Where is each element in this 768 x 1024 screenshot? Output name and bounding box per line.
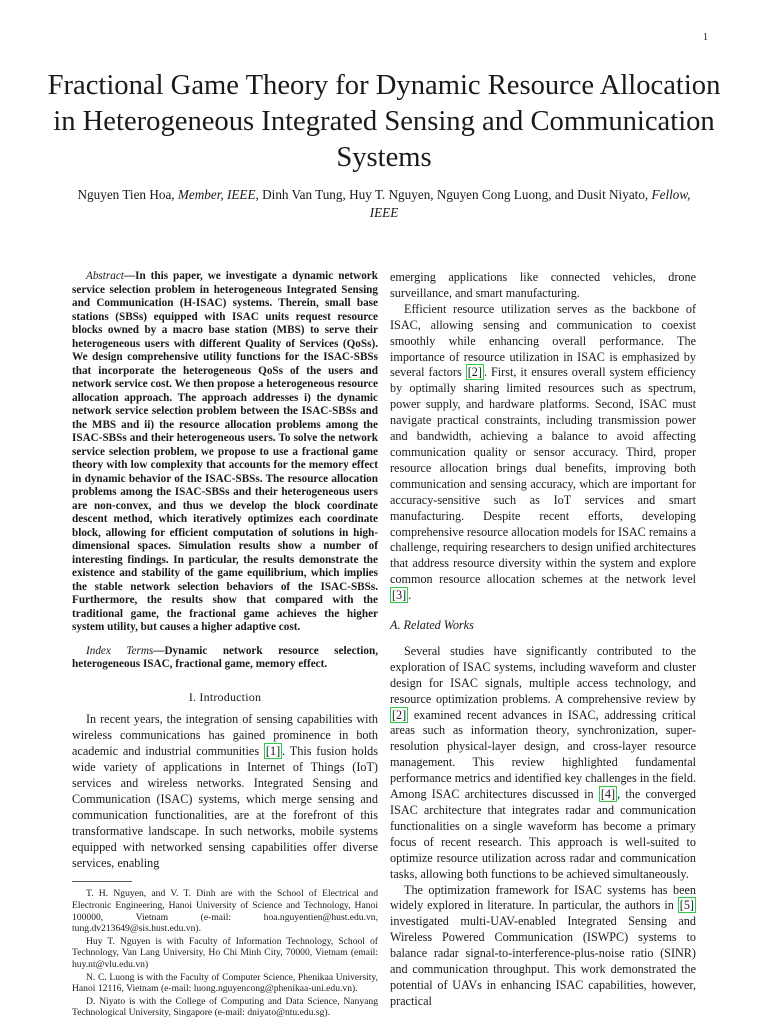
citation-link[interactable] xyxy=(390,707,408,723)
citation-link[interactable] xyxy=(678,897,696,913)
citation-text: [2] xyxy=(467,365,482,380)
citation-link[interactable] xyxy=(264,743,282,759)
citation-text: [3] xyxy=(392,588,407,603)
paragraph-text: . xyxy=(408,588,412,603)
paragraph xyxy=(72,712,378,871)
index-terms-heading: Index Terms xyxy=(86,644,154,657)
author-names: , Dinh Van Tung, Huy T. Nguyen, Nguyen Cong Luong, and Dusit Niyato, xyxy=(255,187,652,202)
citation-text: [5] xyxy=(679,898,694,913)
index-terms-text: —Dynamic network resource selection, heterogeneous ISAC, fractional game, memory effect. xyxy=(72,644,378,670)
footnote: T. H. Nguyen, and V. T. Dinh are with the School of Electrical and Electronic Engineering, Hanoi University of Science and Technology, Hanoi 100000, Vietnam (e-mail: hoa.nguyentien@hust.edu.vn, tung.dv213649@sis.hust.edu.vn). xyxy=(72,888,378,935)
paragraph xyxy=(390,302,696,604)
footnote: D. Niyato is with the College of Computing and Data Science, Nanyang Technological University, Singapore (e-mail: dniyato@ntu.edu.sg). xyxy=(72,995,378,1019)
paragraph-text: examined recent advances in ISAC, addressing critical areas such as information theory, synchronization, super-resolution physical-layer design, and cross-layer resource management. This review highlighted fundamental performance metrics and identified key challenges in the field. Among ISAC architectures discussed in xyxy=(390,707,696,802)
paragraph-text: . This fusion holds wide variety of applications in Internet of Things (IoT) services and wireless networks. Integrated Sensing and Communication (ISAC) systems, which merge sensing and communication functionalities, are at the forefront of this transformative landscape. In such networks, mobile systems equipped with networked sensing capabilities offer diverse services, enabling xyxy=(72,744,378,870)
section-heading: I. Introduction xyxy=(188,689,262,704)
left-column xyxy=(72,270,378,1019)
paragraph-text: . First, it ensures overall system efficiency by optimally sharing limited resources such as spectrum, power supply, and hardware platforms. Second, ISAC must navigate practical constraints, including transmission power and bandwidth, achieving a balance to avoid affecting communication quality or sensor accuracy. Third, proper resource allocation brings dual benefits, improving both communication and sensing accuracy, which are important for accuracy-sensitive such as IoT services and smart manufacturing. Despite recent efforts, developing comprehensive resource allocation models for ISAC remains a challenge, requiring researchers to design unified architectures that address resource diversity within the system and explore common resource allocation schemes at the network level xyxy=(390,365,696,587)
page-number: 1 xyxy=(703,32,708,43)
paragraph: emerging applications like connected vehicles, drone surveillance, and smart manufacturing. xyxy=(390,270,696,300)
citation-text: [1] xyxy=(265,744,281,759)
paragraph-text: The optimization framework for ISAC systems has been widely explored in literature. In particular, the authors in xyxy=(390,882,696,913)
right-column xyxy=(390,270,696,1010)
subsection-heading: A. Related Works xyxy=(390,618,474,633)
author-name: Nguyen Tien Hoa, xyxy=(77,187,178,202)
paragraph-text: In recent years, the integration of sensing capabilities with wireless communications has gained prominence in both academic and industrial communities xyxy=(72,712,378,759)
paper-title: Fractional Game Theory for Dynamic Resource Allocation in Heterogeneous Integrated Sensing and Communication Systems xyxy=(47,70,721,173)
citation-link[interactable] xyxy=(466,364,484,380)
index-terms xyxy=(72,645,378,672)
paragraph-text: , the converged ISAC architecture that integrates radar and communication functionalities on a single waveform has become a primary focus of recent research. This approach is well-suited to optimize resource utilization across radar and communication tasks, allowing both functions to be achieved simultaneously. xyxy=(390,787,696,881)
author-list xyxy=(70,186,698,222)
citation-text: [2] xyxy=(392,707,407,722)
paragraph xyxy=(390,883,696,1010)
citation-link[interactable] xyxy=(599,786,617,802)
footnote: Huy T. Nguyen is with Faculty of Information Technology, School of Technology, Van Lang University, Ho Chi Minh City, 70000, Vietnam (email: huy.nt@vlu.edu.vn) xyxy=(72,935,378,971)
abstract xyxy=(72,270,378,635)
citation-text: [4] xyxy=(600,787,616,802)
paragraph-text: investigated multi-UAV-enabled Integrated Sensing and Wireless Powered Communication (ISWPC) systems to balance radar signal-to-interference-plus-noise ratio (SINR) and communication throughput. This work demonstrated the potential of UAVs in enhancing ISAC capabilities, however, practical xyxy=(390,914,696,1008)
paragraph-text: Several studies have significantly contributed to the exploration of ISAC systems, including waveform and cluster design for ISAC signals, multiple access technology, and resource optimization problems. A comprehensive review by xyxy=(390,643,696,706)
paragraph-text: Efficient resource utilization serves as the backbone of ISAC, allowing sensing and communication to coexist smoothly while enhancing overall performance. The importance of resource utilization in ISAC is emphasized by several factors xyxy=(390,301,696,380)
paragraph xyxy=(390,644,696,883)
footnote-rule xyxy=(72,881,132,882)
author-role: Fellow, IEEE xyxy=(369,187,691,220)
citation-link[interactable] xyxy=(390,587,408,603)
abstract-text: —In this paper, we investigate a dynamic network service selection problem in heterogeneous Integrated Sensing and Communication (H-ISAC) systems. Therein, small base stations (SBSs) equipped with ISAC units request resource blocks owned by a macro base station (MBS) to serve their heterogeneous users with different Quality of Services (QoSs). We design comprehensive utility functions for the ISAC-SBSs that incorporate the heterogeneous QoSs of the users and network service cost. We then propose a heterogeneous resource allocation approach. The approach addresses i) the dynamic network service selection problem between the ISAC-SBSs and the MBS and ii) the resource allocation problems among the ISAC-SBSs and their heterogeneous users. To solve the network service selection problem, we propose to use a fractional game theory with low complexity that accounts for the memory effect in dynamic behavior of the ISAC-SBSs. The resource allocation problems among the ISAC-SBSs and their heterogeneous users are non-convex, and thus we develop the block coordinate descent method, which iteratively optimizes each coordinate block, allowing for efficient computation of solutions in high-dimensional spaces. Simulation results show a number of interesting findings. In particular, the results demonstrate the existence and stability of the game equilibrium, which implies the stable network selection behaviors of the ISAC-SBSs. Furthermore, the results show that compared with the traditional game, the fractional game achieves the higher system utility, but causes a higher adaptive cost. xyxy=(72,270,378,633)
author-role: Member, IEEE xyxy=(177,187,256,202)
abstract-heading: Abstract xyxy=(86,270,124,282)
footnote: N. C. Luong is with the Faculty of Computer Science, Phenikaa University, Hanoi 12116, Vietnam (e-mail: luong.nguyencong@phenikaa-uni.edu.vn). xyxy=(72,971,378,995)
